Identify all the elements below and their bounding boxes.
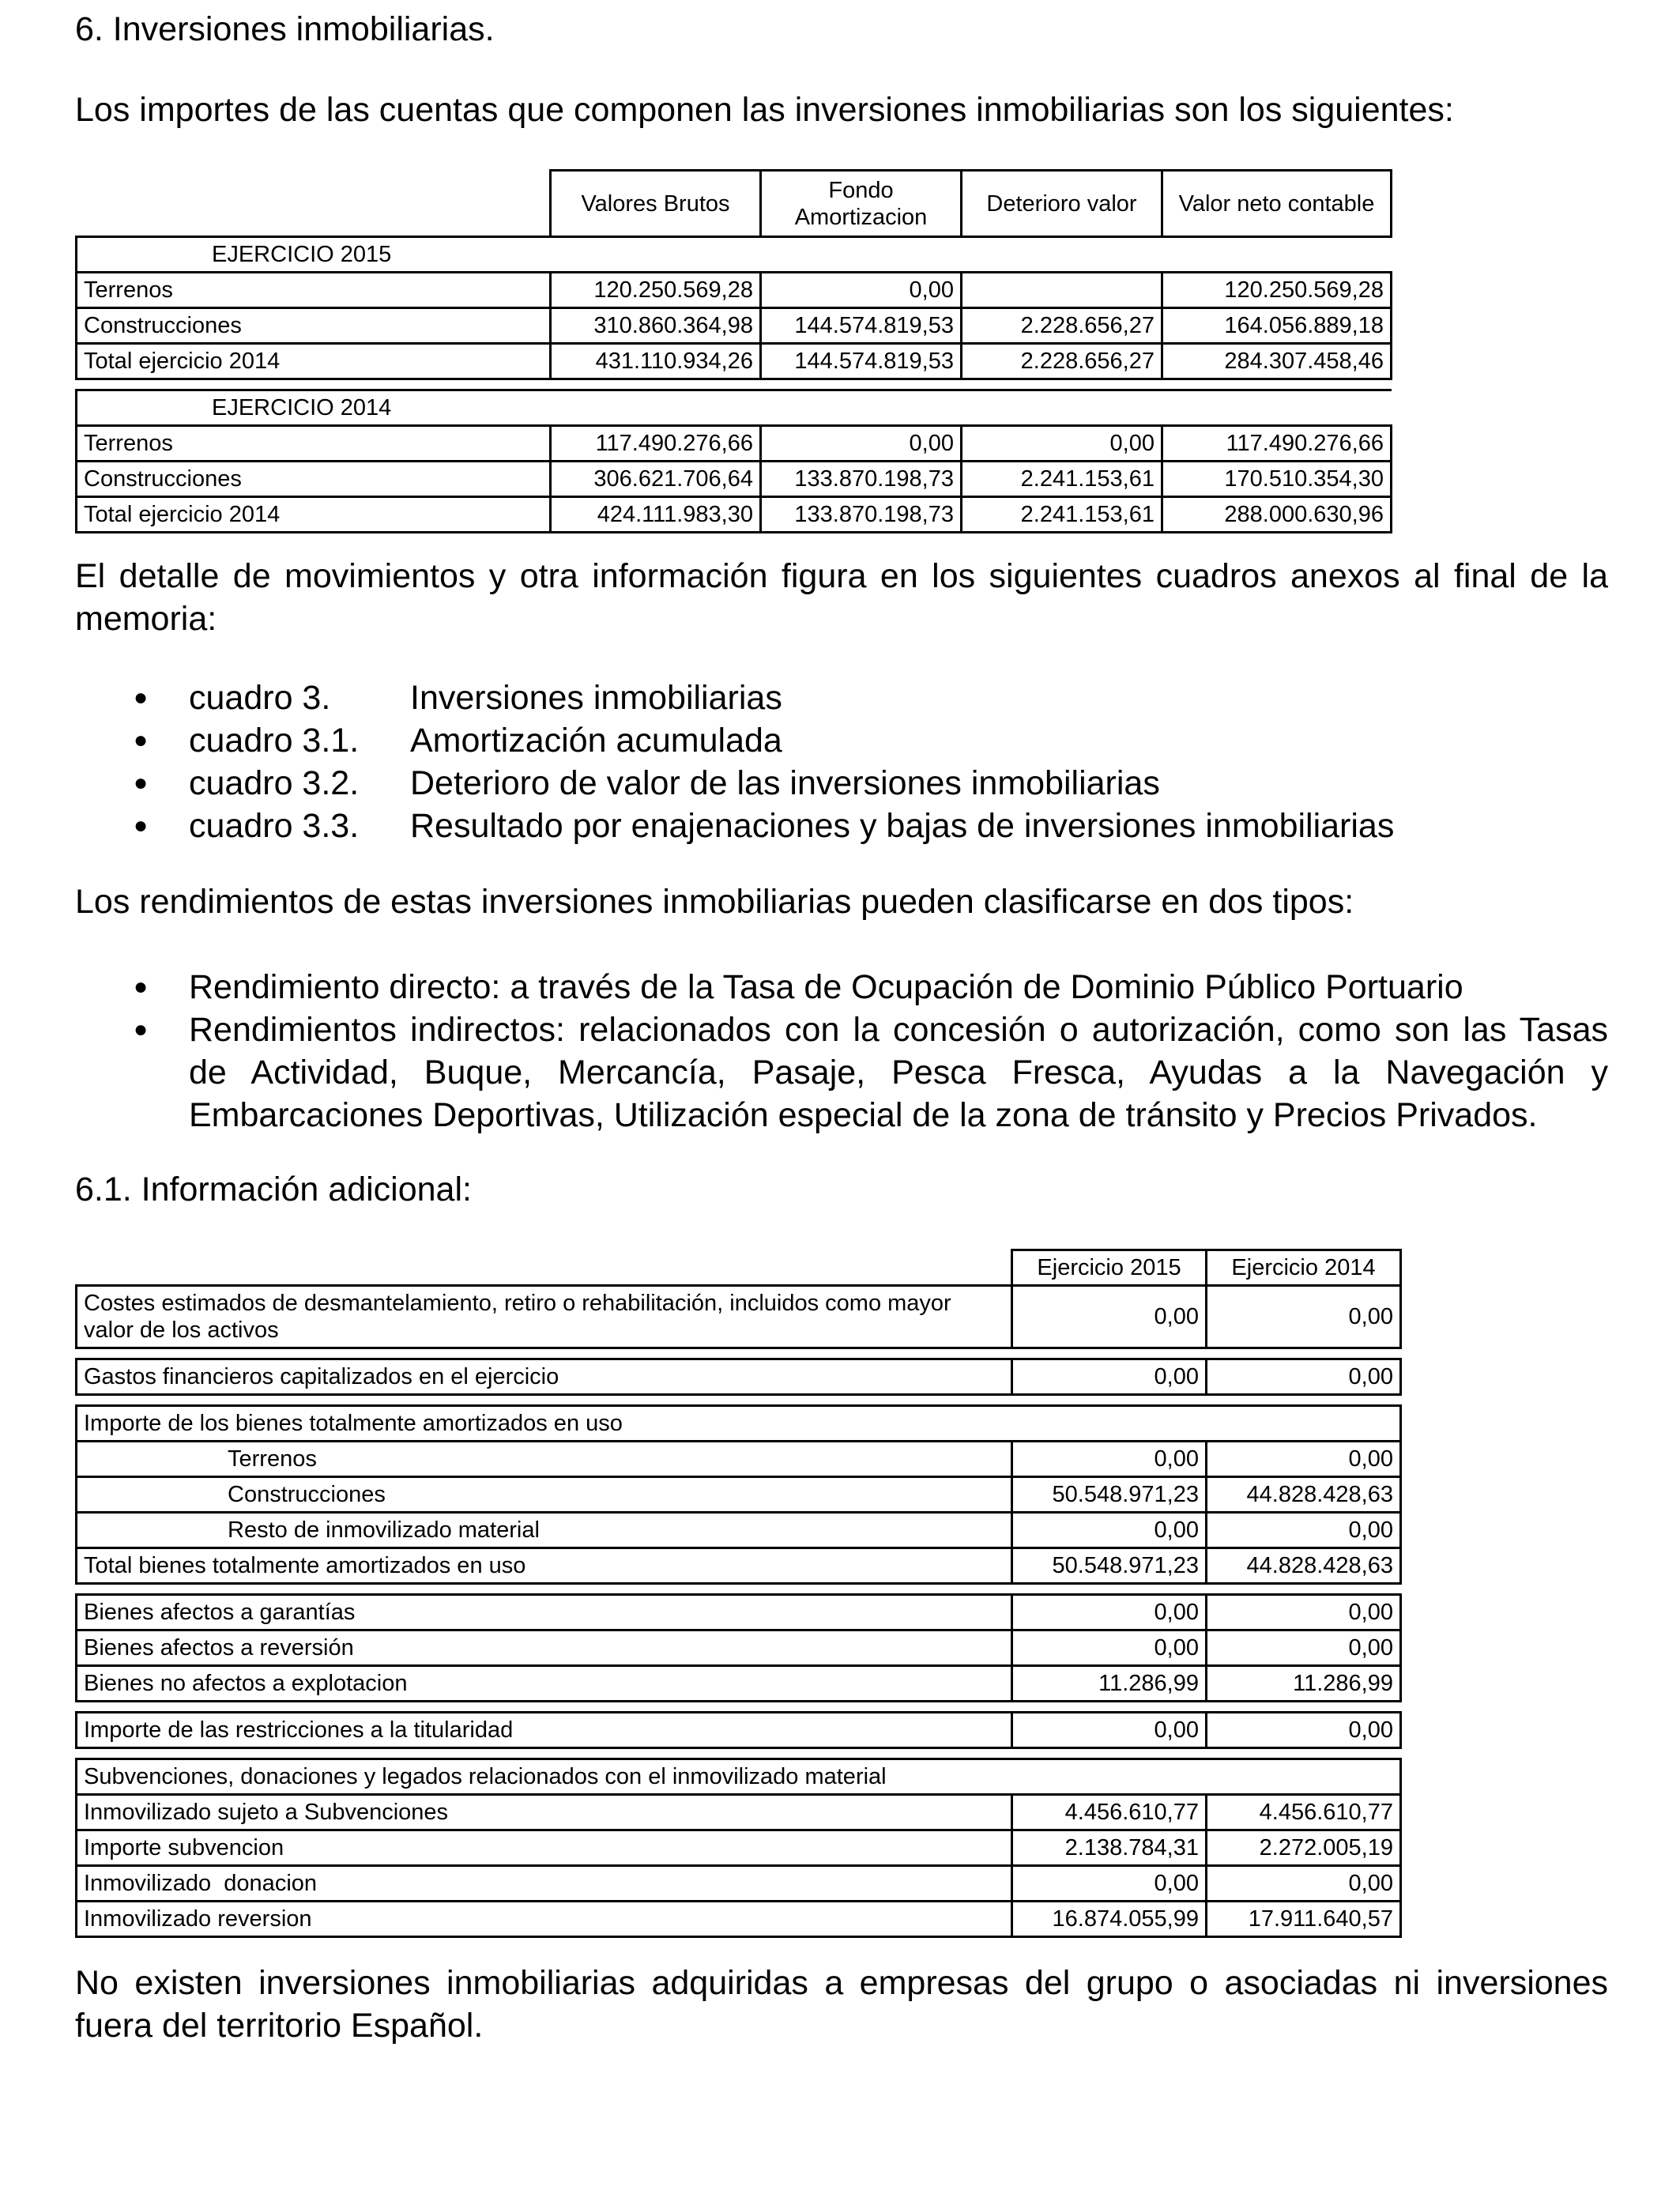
table-row: Inmovilizado donacion 0,00 0,00 [77, 1866, 1401, 1902]
subsection-title: 6.1. Información adicional: [75, 1171, 472, 1208]
total-row: Total ejercicio 2014 424.111.983,30 133.870.198,73 2.241.153,61 288.000.630,96 [77, 497, 1392, 533]
total-row: Total bienes totalmente amortizados en uso 50.548.971,23 44.828.428,63 [77, 1548, 1401, 1584]
table-row: Bienes no afectos a explotacion 11.286,99 11.286,99 [77, 1666, 1401, 1702]
bullet-icon: ● [134, 770, 149, 796]
intro-paragraph: Los importes de las cuentas que componen las inversiones inmobiliarias son los siguientes: [75, 91, 1454, 129]
rendimientos-intro: Los rendimientos de estas inversiones inmobiliarias pueden clasificarse en dos tipos: [75, 883, 1354, 921]
list-item: ● Rendimientos indirectos: relacionados con la concesión o autorización, como son las Tasas de Actividad, Buque, Mercancía, Pasaje, Pesca Fresca, Ayudas a la Navegación y Embarcaciones Deportivas, Utilización especial de la zona de tránsito y Precios Privados. [75, 1008, 1608, 1137]
bullet-icon: ● [134, 727, 149, 753]
detail-paragraph: El detalle de movimientos y otra información figura en los siguientes cuadros anexos al final de la memoria: [75, 557, 1608, 638]
cuadros-list [75, 677, 1608, 847]
group-header: Subvenciones, donaciones y legados relacionados con el inmovilizado material [77, 1759, 1401, 1795]
rendimientos-list [75, 966, 1608, 1137]
list-item: ● cuadro 3.1. Amortización acumulada [75, 719, 1608, 762]
table-row: Costes estimados de desmantelamiento, retiro o rehabilitación, incluidos como mayor valor de los activos 0,00 0,00 [77, 1286, 1401, 1348]
col-header: Ejercicio 2014 [1207, 1250, 1401, 1286]
bullet-icon: ● [134, 684, 149, 711]
table-row: Bienes afectos a reversión 0,00 0,00 [77, 1630, 1401, 1666]
col-header: Valores Brutos [551, 171, 761, 237]
list-item: ● cuadro 3. Inversiones inmobiliarias [75, 677, 1608, 719]
investments-table [75, 169, 1392, 533]
list-item: ● Rendimiento directo: a través de la Tasa de Ocupación de Dominio Público Portuario [75, 966, 1608, 1008]
section-title: 6. Inversiones inmobiliarias. [75, 10, 495, 48]
table-row: Terrenos 120.250.569,28 0,00 120.250.569,28 [77, 273, 1392, 308]
table-row: Inmovilizado sujeto a Subvenciones 4.456.610,77 4.456.610,77 [77, 1795, 1401, 1830]
list-item: ● cuadro 3.3. Resultado por enajenaciones y bajas de inversiones inmobiliarias [75, 805, 1608, 847]
table-row: Terrenos 0,00 0,00 [77, 1442, 1401, 1477]
block-header: EJERCICIO 2015 [77, 237, 1392, 273]
closing-paragraph: No existen inversiones inmobiliarias adquiridas a empresas del grupo o asociadas ni inversiones fuera del territorio Español. [75, 1964, 1608, 2045]
additional-info-table [75, 1249, 1402, 1938]
table-row: Inmovilizado reversion 16.874.055,99 17.911.640,57 [77, 1902, 1401, 1937]
col-header: Deterioro valor [962, 171, 1162, 237]
bullet-icon: ● [134, 812, 149, 839]
table-row: Construcciones 50.548.971,23 44.828.428,63 [77, 1477, 1401, 1513]
bullet-icon: ● [134, 1016, 149, 1042]
col-header: Fondo Amortizacion [761, 171, 962, 237]
total-row: Total ejercicio 2014 431.110.934,26 144.574.819,53 2.228.656,27 284.307.458,46 [77, 344, 1392, 379]
table-row: Bienes afectos a garantías 0,00 0,00 [77, 1595, 1401, 1630]
table-row: Construcciones 306.621.706,64 133.870.198,73 2.241.153,61 170.510.354,30 [77, 462, 1392, 497]
table-row: Gastos financieros capitalizados en el ejercicio 0,00 0,00 [77, 1359, 1401, 1395]
list-item: ● cuadro 3.2. Deterioro de valor de las inversiones inmobiliarias [75, 762, 1608, 805]
table-row: Resto de inmovilizado material 0,00 0,00 [77, 1513, 1401, 1548]
block-header: EJERCICIO 2014 [77, 390, 1392, 426]
bullet-icon: ● [134, 974, 149, 1000]
col-header: Ejercicio 2015 [1012, 1250, 1207, 1286]
table-row: Construcciones 310.860.364,98 144.574.819,53 2.228.656,27 164.056.889,18 [77, 308, 1392, 344]
table-row: Importe de las restricciones a la titularidad 0,00 0,00 [77, 1713, 1401, 1748]
group-header: Importe de los bienes totalmente amortizados en uso [77, 1406, 1401, 1442]
col-header: Valor neto contable [1162, 171, 1392, 237]
table-row: Importe subvencion 2.138.784,31 2.272.005,19 [77, 1830, 1401, 1866]
table-row: Terrenos 117.490.276,66 0,00 0,00 117.490.276,66 [77, 426, 1392, 462]
